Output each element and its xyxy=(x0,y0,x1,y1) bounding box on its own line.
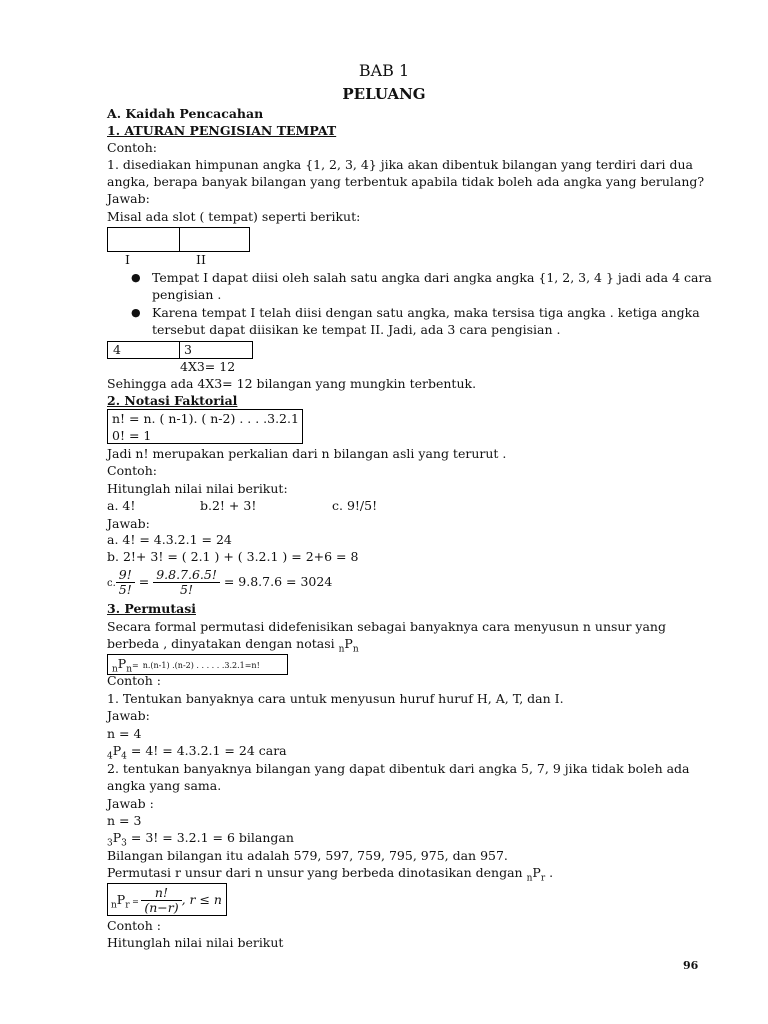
definition-text: Secara formal permutasi didefenisikan sebagai banyaknya cara menyusun n unsur yang xyxy=(107,619,666,634)
option-c: c. 9!/5! xyxy=(332,498,378,513)
definition-text: berbeda , dinyatakan dengan notasi $_nP_n$ xyxy=(107,636,359,655)
question-text: 1. Tentukan banyaknya cara untuk menyusun huruf huruf H, A, T, dan I. xyxy=(107,691,564,706)
answer-label: Jawab: xyxy=(107,191,150,206)
fraction-denominator: 5! xyxy=(118,582,132,597)
answer-text-part: = 4! = 4.3.2.1 = 24 cara xyxy=(130,743,287,758)
example-label: Contoh : xyxy=(107,918,161,933)
answer-text: $_4P_4 = 4$! = 4.3.2.1 = 24 cara xyxy=(107,743,287,762)
answer-text: b. 2!+ 3! = ( 2.1 ) + ( 3.2.1 ) = 2+6 = 8 xyxy=(107,549,359,564)
chapter-number: BAB 1 xyxy=(358,61,410,80)
question-text: angka yang sama. xyxy=(107,778,222,793)
body-text: Permutasi r unsur dari n unsur yang berbeda dinotasikan dengan $_nP_r$ . xyxy=(107,865,554,884)
bullet-text: Karena tempat I telah diisi dengan satu angka, maka tersisa tiga angka . ketiga angka xyxy=(152,305,700,320)
definition-text-part: berbeda , dinyatakan dengan notasi xyxy=(107,636,335,651)
answer-label: Jawab : xyxy=(107,796,154,811)
subsection-heading: 3. Permutasi xyxy=(107,601,196,616)
filled-slot-box xyxy=(107,341,253,359)
option-b: b.2! + 3! xyxy=(200,498,257,513)
page-number: 96 xyxy=(683,959,699,972)
answer-label: Jawab: xyxy=(107,708,150,723)
option-a: a. 4! xyxy=(107,498,136,513)
slot-value: 3 xyxy=(184,342,192,357)
body-text: Hitunglah nilai nilai berikut: xyxy=(107,481,288,496)
answer-text: n = 4 xyxy=(107,726,142,741)
body-text: Jadi n! merupakan perkalian dari n bilangan asli yang terurut . xyxy=(107,446,507,461)
answer-text: $_3P_3 = 3$! = 3.2.1 = 6 bilangan xyxy=(107,830,294,849)
formula-text: 0! = 1 xyxy=(112,428,152,443)
empty-slot-box xyxy=(107,227,250,252)
example-label: Contoh: xyxy=(107,463,157,478)
question-text: 2. tentukan banyaknya bilangan yang dapat dibentuk dari angka 5, 7, 9 jika tidak boleh ada xyxy=(107,761,690,776)
fraction-numerator: n! xyxy=(141,886,181,901)
question-text: 1. disediakan himpunan angka {1, 2, 3, 4} jika akan dibentuk bilangan yang terdiri dari dua xyxy=(107,157,693,172)
formula-text: n! = n. ( n-1). ( n-2) . . . .3.2.1 xyxy=(112,411,299,426)
formula-text: $_nP_r$ = $\frac{n!}{(n-r)}$ , r ≤ n xyxy=(111,885,222,915)
fraction-numerator: 9.8.7.6.5! xyxy=(153,568,220,583)
bullet-text: tersebut dapat diisikan ke tempat II. Jadi, ada 3 cara pengisian . xyxy=(152,322,561,337)
example-label: Contoh: xyxy=(107,140,157,155)
body-text: Hitunglah nilai nilai berikut xyxy=(107,935,284,950)
formula-text-part: n.(n-1) .(n-2) . . . . . .3.2.1=n! xyxy=(142,661,260,670)
fraction xyxy=(153,568,220,597)
formula-condition: , r ≤ n xyxy=(181,892,222,907)
example-label: Contoh : xyxy=(107,673,161,688)
slot-cell xyxy=(108,228,180,251)
fraction xyxy=(141,886,181,915)
body-text: Misal ada slot ( tempat) seperti berikut: xyxy=(107,209,361,224)
body-text: Bilangan bilangan itu adalah 579, 597, 759, 795, 975, dan 957. xyxy=(107,848,508,863)
answer-fraction-line: c. $\frac{9!}{5!}$ = $\frac{9.8.7.6.5!}{5!}$ = 9.8.7.6 = 3024 xyxy=(107,567,333,597)
subsection-heading: 1. ATURAN PENGISIAN TEMPAT xyxy=(107,123,337,138)
bullet-text: pengisian . xyxy=(152,287,222,302)
slot-label: II xyxy=(196,252,206,267)
slot-label: I xyxy=(125,252,130,267)
fraction-result: = 9.8.7.6 = 3024 xyxy=(223,574,333,589)
body-text: Sehingga ada 4X3= 12 bilangan yang mungkin terbentuk. xyxy=(107,376,477,391)
answer-text: n = 3 xyxy=(107,813,142,828)
calculation: 4X3= 12 xyxy=(180,359,236,374)
subsection-heading: 2. Notasi Faktorial xyxy=(107,393,238,408)
chapter-title: PELUANG xyxy=(342,85,426,103)
answer-text-part: = 3! = 3.2.1 = 6 bilangan xyxy=(130,830,294,845)
fraction-denominator: 5! xyxy=(180,582,194,597)
fraction-numerator: 9! xyxy=(116,568,135,583)
body-text-part: Permutasi r unsur dari n unsur yang berbeda dinotasikan dengan xyxy=(107,865,523,880)
question-text: angka, berapa banyak bilangan yang terbentuk apabila tidak boleh ada angka yang berulang? xyxy=(107,174,705,189)
answer-text: a. 4! = 4.3.2.1 = 24 xyxy=(107,532,232,547)
bullet-icon: ● xyxy=(131,306,141,319)
section-heading: A. Kaidah Pencacahan xyxy=(107,106,264,121)
fraction-denominator: (n−r) xyxy=(144,900,179,915)
slot-value: 4 xyxy=(113,342,121,357)
formula-text: $_nP_n= n.(n-1)$ .(n-2) . . . . . .3.2.1=n! xyxy=(112,656,260,675)
bullet-text: Tempat I dapat diisi oleh salah satu angka dari angka angka {1, 2, 3, 4 } jadi ada 4 cara xyxy=(152,270,712,285)
fraction xyxy=(116,568,135,597)
bullet-icon: ● xyxy=(131,271,141,284)
answer-label: Jawab: xyxy=(107,516,150,531)
answer-prefix: c. xyxy=(107,578,116,589)
